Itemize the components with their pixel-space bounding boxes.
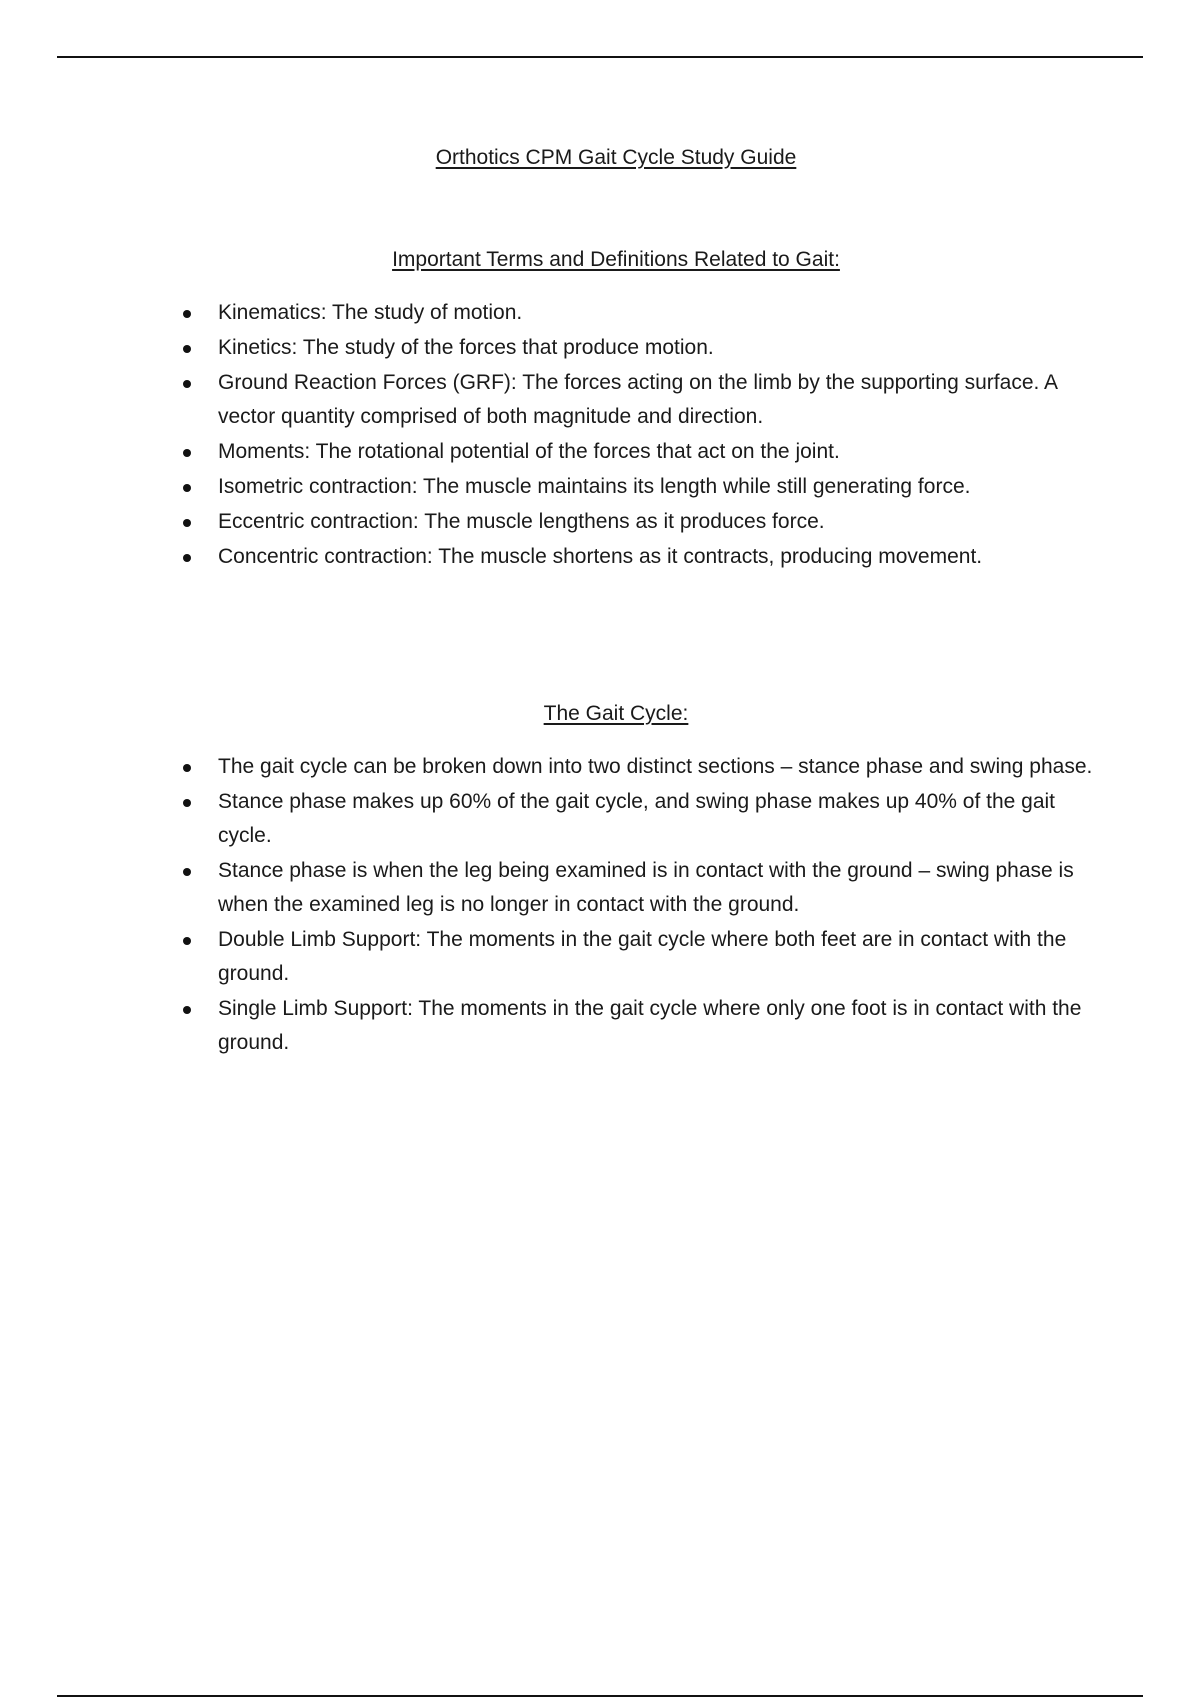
bullet-icon	[183, 764, 191, 772]
list-item-text: Kinematics: The study of motion.	[218, 301, 523, 324]
terms-section-heading: Important Terms and Definitions Related to Gait:	[392, 248, 840, 271]
bullet-icon	[183, 310, 191, 318]
list-item-text: Single Limb Support: The moments in the gait cycle where only one foot is in contact with the ground.	[218, 997, 1082, 1054]
bullet-icon	[183, 554, 191, 562]
list-item-text: Ground Reaction Forces (GRF): The forces acting on the limb by the supporting surface. A vector quantity comprised of both magnitude and direction.	[218, 371, 1057, 428]
list-item	[0, 470, 1200, 504]
bullet-icon	[183, 519, 191, 527]
bullet-icon	[183, 345, 191, 353]
footer-rule	[57, 1695, 1143, 1697]
list-item	[0, 923, 1200, 991]
document-title: Orthotics CPM Gait Cycle Study Guide	[435, 146, 797, 169]
bullet-icon	[183, 380, 191, 388]
list-item-text: Kinetics: The study of the forces that produce motion.	[218, 336, 714, 359]
gait-section-heading: The Gait Cycle:	[543, 702, 689, 725]
list-item-text: Eccentric contraction: The muscle lengthens as it produces force.	[218, 510, 825, 533]
list-item-text: Stance phase makes up 60% of the gait cycle, and swing phase makes up 40% of the gait cycle.	[218, 790, 1056, 847]
list-item	[0, 750, 1200, 784]
bullet-icon	[183, 449, 191, 457]
list-item-text: Concentric contraction: The muscle shortens as it contracts, producing movement.	[218, 545, 983, 568]
bullet-icon	[183, 937, 191, 945]
list-item-text: Double Limb Support: The moments in the gait cycle where both feet are in contact with the ground.	[218, 928, 1067, 985]
list-item-text: Isometric contraction: The muscle maintains its length while still generating force.	[218, 475, 971, 498]
list-item	[0, 785, 1200, 853]
list-item	[0, 366, 1200, 434]
list-item	[0, 540, 1200, 574]
header-rule	[57, 56, 1143, 58]
list-item-text: Stance phase is when the leg being examined is in contact with the ground – swing phase is when the examined leg is no longer in contact with the ground.	[218, 859, 1074, 916]
list-item	[0, 854, 1200, 922]
list-item	[0, 992, 1200, 1060]
list-item	[0, 331, 1200, 365]
bullet-icon	[183, 799, 191, 807]
bullet-icon	[183, 484, 191, 492]
bullet-icon	[183, 868, 191, 876]
list-item-text: The gait cycle can be broken down into two distinct sections – stance phase and swing phase.	[218, 755, 1093, 778]
list-item	[0, 505, 1200, 539]
list-item-text: Moments: The rotational potential of the forces that act on the joint.	[218, 440, 840, 463]
list-item	[0, 435, 1200, 469]
list-item	[0, 296, 1200, 330]
bullet-icon	[183, 1006, 191, 1014]
gait-list	[0, 750, 1200, 1061]
terms-list	[0, 296, 1200, 575]
